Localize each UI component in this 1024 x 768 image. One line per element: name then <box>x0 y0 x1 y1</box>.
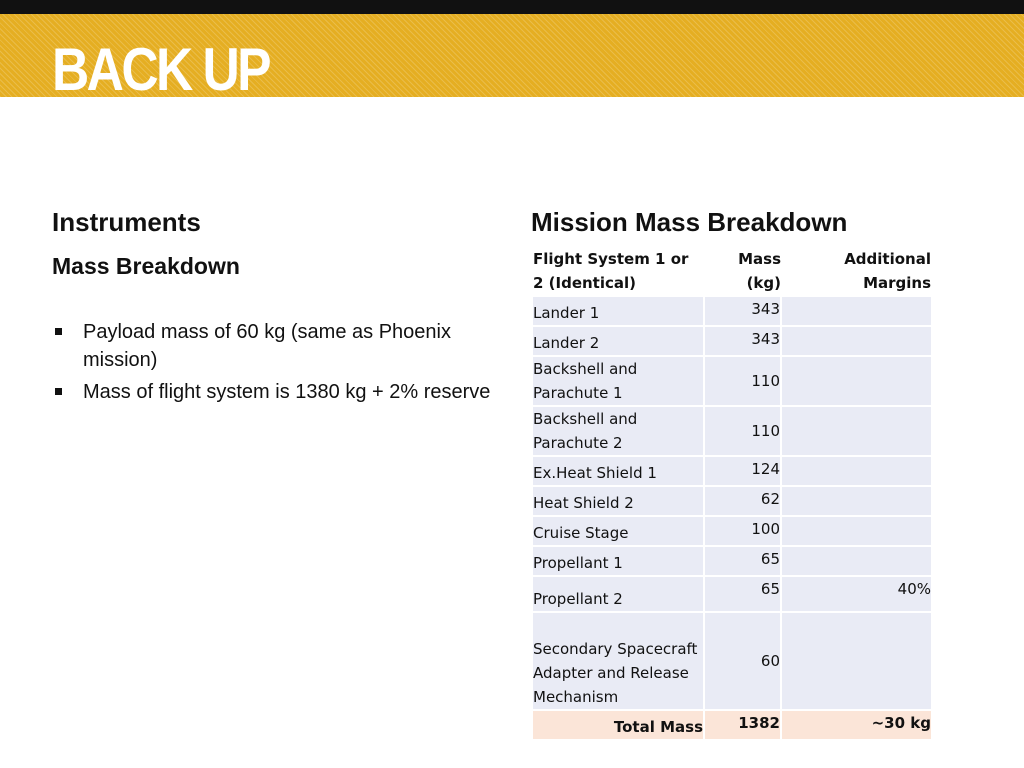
bullet-text: Mass of flight system is 1380 kg + 2% reserve <box>83 381 491 403</box>
margin-cell <box>781 356 931 406</box>
item-cell: Lander 1 <box>533 296 704 326</box>
header-mass: Mass (kg) <box>704 247 781 296</box>
table-header-row <box>533 247 931 296</box>
item-cell: Lander 2 <box>533 326 704 356</box>
table-row <box>533 406 931 456</box>
mass-breakdown-table <box>533 247 931 739</box>
table-row <box>533 516 931 546</box>
margin-cell <box>781 326 931 356</box>
mass-cell: 343 <box>704 326 781 356</box>
table-row <box>533 296 931 326</box>
mass-cell: 100 <box>704 516 781 546</box>
header-flight-system: Flight System 1 or 2 (Identical) <box>533 247 704 296</box>
top-bar <box>0 0 1024 14</box>
table-row <box>533 546 931 576</box>
item-cell: Backshell and Parachute 1 <box>533 356 704 406</box>
bullet-text: Payload mass of 60 kg (same as Phoenix mission) <box>83 321 451 371</box>
table-row <box>533 326 931 356</box>
margin-cell <box>781 456 931 486</box>
item-cell: Ex.Heat Shield 1 <box>533 456 704 486</box>
square-bullet-icon <box>55 328 62 335</box>
item-cell: Propellant 1 <box>533 546 704 576</box>
margin-cell <box>781 486 931 516</box>
bullet-item <box>52 318 492 374</box>
mass-cell: 65 <box>704 546 781 576</box>
total-label-cell: Total Mass <box>533 710 704 739</box>
mass-cell: 60 <box>704 612 781 710</box>
item-cell: Propellant 2 <box>533 576 704 612</box>
margin-cell <box>781 612 931 710</box>
table-row <box>533 456 931 486</box>
total-margin-cell: ~30 kg <box>781 710 931 739</box>
item-cell: Secondary Spacecraft Adapter and Release Mechanism <box>533 612 704 710</box>
item-cell: Backshell and Parachute 2 <box>533 406 704 456</box>
margin-cell <box>781 516 931 546</box>
bullet-item <box>52 378 492 406</box>
margin-cell <box>781 406 931 456</box>
margin-cell: 40% <box>781 576 931 612</box>
mass-breakdown-subheading: Mass Breakdown <box>52 253 240 279</box>
mass-cell: 65 <box>704 576 781 612</box>
mass-cell: 343 <box>704 296 781 326</box>
mass-cell: 62 <box>704 486 781 516</box>
margin-cell <box>781 296 931 326</box>
square-bullet-icon <box>55 388 62 395</box>
table-row <box>533 356 931 406</box>
total-row <box>533 710 931 739</box>
table-row <box>533 486 931 516</box>
mass-cell: 124 <box>704 456 781 486</box>
margin-cell <box>781 546 931 576</box>
mission-mass-heading: Mission Mass Breakdown <box>531 207 848 237</box>
table-row <box>533 612 931 710</box>
item-cell: Heat Shield 2 <box>533 486 704 516</box>
item-cell: Cruise Stage <box>533 516 704 546</box>
total-mass-cell: 1382 <box>704 710 781 739</box>
mass-cell: 110 <box>704 406 781 456</box>
table-row <box>533 576 931 612</box>
bullet-list <box>52 318 492 410</box>
header-margins: Additional Margins <box>781 247 931 296</box>
instruments-heading: Instruments <box>52 207 201 237</box>
mass-cell: 110 <box>704 356 781 406</box>
title-banner <box>0 14 1024 103</box>
slide-title: BACK UP <box>52 36 270 103</box>
